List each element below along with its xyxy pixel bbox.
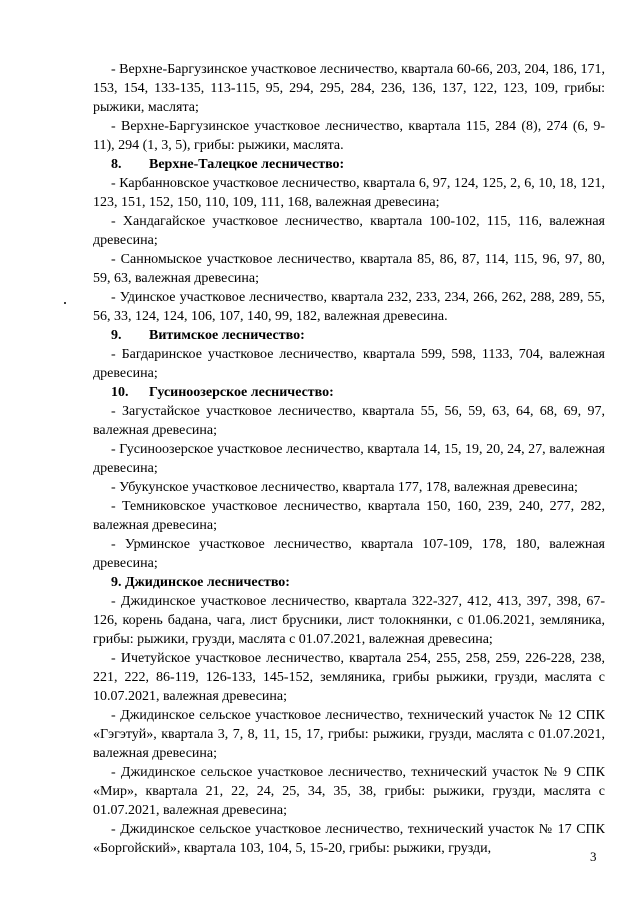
section-title: Гусиноозерское лесничество: bbox=[149, 385, 334, 400]
document-body bbox=[93, 60, 605, 858]
section-number: 8. bbox=[111, 157, 122, 172]
list-item: - Джидинское сельское участковое лесничество, технический участок № 12 СПК «Гэгэтуй», квартала 3, 7, 8, 11, 15, 17, грибы: рыжики, грузди, маслята с 01.07.2021, валежная древесина; bbox=[93, 708, 605, 761]
list-item: - Джидинское сельское участковое лесничество, технический участок № 17 СПК «Боргойский», квартала 103, 104, 5, 15-20, грибы: рыжики, грузди, bbox=[93, 822, 605, 856]
list-item: - Санномыское участковое лесничество, квартала 85, 86, 87, 114, 115, 96, 97, 80, 59, 63, валежная древесина; bbox=[93, 252, 605, 286]
list-item: - Гусиноозерское участковое лесничество, квартала 14, 15, 19, 20, 24, 27, валежная древесина; bbox=[93, 442, 605, 476]
list-item: - Темниковское участковое лесничество, квартала 150, 160, 239, 240, 277, 282, валежная древесина; bbox=[93, 499, 605, 533]
list-item: - Убукунское участковое лесничество, квартала 177, 178, валежная древесина; bbox=[111, 480, 578, 495]
list-item: - Карбанновское участковое лесничество, квартала 6, 97, 124, 125, 2, 6, 10, 18, 121, 123, 151, 152, 150, 110, 109, 111, 168, валежная древесина; bbox=[93, 176, 605, 210]
list-item: - Загустайское участковое лесничество, квартала 55, 56, 59, 63, 64, 68, 69, 97, валежная древесина; bbox=[93, 404, 605, 438]
list-item: - Хандагайское участковое лесничество, квартала 100-102, 115, 116, валежная древесина; bbox=[93, 214, 605, 248]
section-title: Витимское лесничество: bbox=[149, 328, 305, 343]
list-item: - Верхне-Баргузинское участковое лесничество, квартала 115, 284 (8), 274 (6, 9-11), 294 (1, 3, 5), грибы: рыжики, маслята. bbox=[93, 119, 605, 153]
list-item: - Багдаринское участковое лесничество, квартала 599, 598, 1133, 704, валежная древесина; bbox=[93, 347, 605, 381]
list-item: - Урминское участковое лесничество, квартала 107-109, 178, 180, валежная древесина; bbox=[93, 537, 605, 571]
section-heading bbox=[93, 326, 605, 345]
list-item: - Ичетуйское участковое лесничество, квартала 254, 255, 258, 259, 226-228, 238, 221, 222, 86-119, 126-133, 145-152, земляника, грибы рыжики, грузди, маслята с 10.07.2021, валежная древесина; bbox=[93, 651, 605, 704]
list-item: - Верхне-Баргузинское участковое лесничество, квартала 60-66, 203, 204, 186, 171, 153, 154, 133-135, 113-115, 95, 294, 295, 284, 236, 136, 137, 122, 123, 109, грибы: рыжики, маслята; bbox=[93, 62, 605, 115]
page-number: 3 bbox=[590, 849, 597, 864]
section-number: 9. bbox=[111, 328, 122, 343]
section-number: 10. bbox=[111, 385, 129, 400]
list-item: - Джидинское участковое лесничество, квартала 322-327, 412, 413, 397, 398, 67-126, корень бадана, чага, лист брусники, лист толокнянки, с 01.06.2021, земляника, грибы: рыжики, грузди, маслята с 01.07.2021, валежная древесина; bbox=[93, 594, 605, 647]
section-heading bbox=[93, 573, 605, 592]
list-item: - Джидинское сельское участковое лесничество, технический участок № 9 СПК «Мир», квартала 21, 22, 24, 25, 34, 35, 38, грибы: рыжики, грузди, маслята с 01.07.2021, валежная древесина; bbox=[93, 765, 605, 818]
section-title: Верхне-Талецкое лесничество: bbox=[149, 157, 345, 172]
section-title: 9. Джидинское лесничество: bbox=[111, 575, 290, 590]
section-heading bbox=[93, 155, 605, 174]
list-item: - Удинское участковое лесничество, квартала 232, 233, 234, 266, 262, 288, 289, 55, 56, 33, 124, 124, 106, 107, 140, 99, 182, валежная древесина. bbox=[93, 290, 605, 324]
section-heading bbox=[93, 383, 605, 402]
stray-dot bbox=[64, 302, 66, 304]
